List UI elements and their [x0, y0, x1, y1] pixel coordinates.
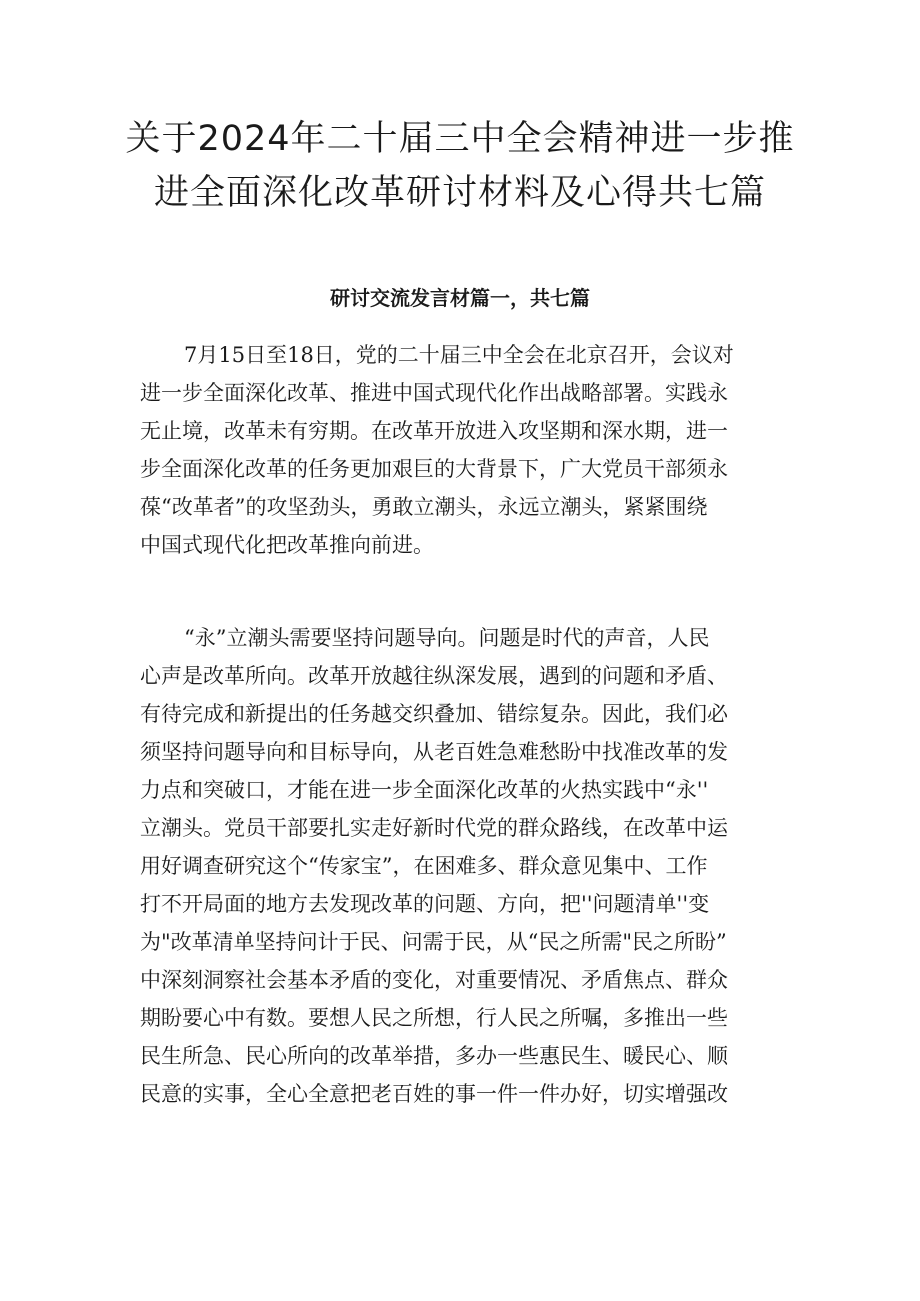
- paragraph-line: 无止境，改革未有穷期。在改革开放进入攻坚期和深水期，进一: [140, 419, 728, 443]
- paragraph-line: 须坚持问题导向和目标导向，从老百姓急难愁盼中找准改革的发: [140, 740, 728, 764]
- paragraph-line: 打不开局面的地方去发现改革的问题、方向，把''问题清单''变: [140, 892, 710, 916]
- title-line-1: 关于2024年二十届三中全会精神进一步推: [125, 119, 795, 159]
- paragraph-line: 为"改革清单坚持问计于民、问需于民，从“民之所需"民之所盼”: [140, 930, 727, 954]
- paragraph-line: 期盼要心中有数。要想人民之所想，行人民之所嘱，多推出一些: [140, 1006, 728, 1030]
- paragraph-line: 有待完成和新提出的任务越交织叠加、错综复杂。因此，我们必: [140, 702, 728, 726]
- paragraph-line: 葆“改革者”的攻坚劲头，勇敢立潮头，永远立潮头，紧紧围绕: [140, 495, 708, 519]
- section-heading: 研讨交流发言材篇一，共七篇: [330, 286, 590, 310]
- paragraph-line: “永”立潮头需要坚持问题导向。问题是时代的声音，人民: [184, 626, 710, 650]
- paragraph-line: 心声是改革所向。改革开放越往纵深发展，遇到的问题和矛盾、: [140, 664, 728, 688]
- paragraph-1: [140, 336, 790, 564]
- paragraph-2: [140, 619, 790, 1113]
- paragraph-line: 7月15日至18日，党的二十届三中全会在北京召开，会议对: [184, 343, 734, 367]
- document-title: [110, 112, 810, 220]
- paragraph-line: 立潮头。党员干部要扎实走好新时代党的群众路线，在改革中运: [140, 816, 728, 840]
- paragraph-line: 中深刻洞察社会基本矛盾的变化，对重要情况、矛盾焦点、群众: [140, 968, 728, 992]
- paragraph-line: 民生所急、民心所向的改革举措，多办一些惠民生、暖民心、顺: [140, 1044, 728, 1068]
- paragraph-line: 进一步全面深化改革、推进中国式现代化作出战略部署。实践永: [140, 381, 728, 405]
- paragraph-line: 力点和突破口，才能在进一步全面深化改革的火热实践中“永'': [140, 778, 709, 802]
- paragraph-line: 中国式现代化把改革推向前进。: [140, 533, 434, 557]
- paragraph-line: 步全面深化改革的任务更加艰巨的大背景下，广大党员干部须永: [140, 457, 728, 481]
- title-line-2: 进全面深化改革研讨材料及心得共七篇: [153, 173, 766, 213]
- paragraph-line: 用好调查研究这个“传家宝”，在困难多、群众意见集中、工作: [140, 854, 708, 878]
- paragraph-line: 民意的实事，全心全意把老百姓的事一件一件办好，切实增强改: [140, 1082, 728, 1106]
